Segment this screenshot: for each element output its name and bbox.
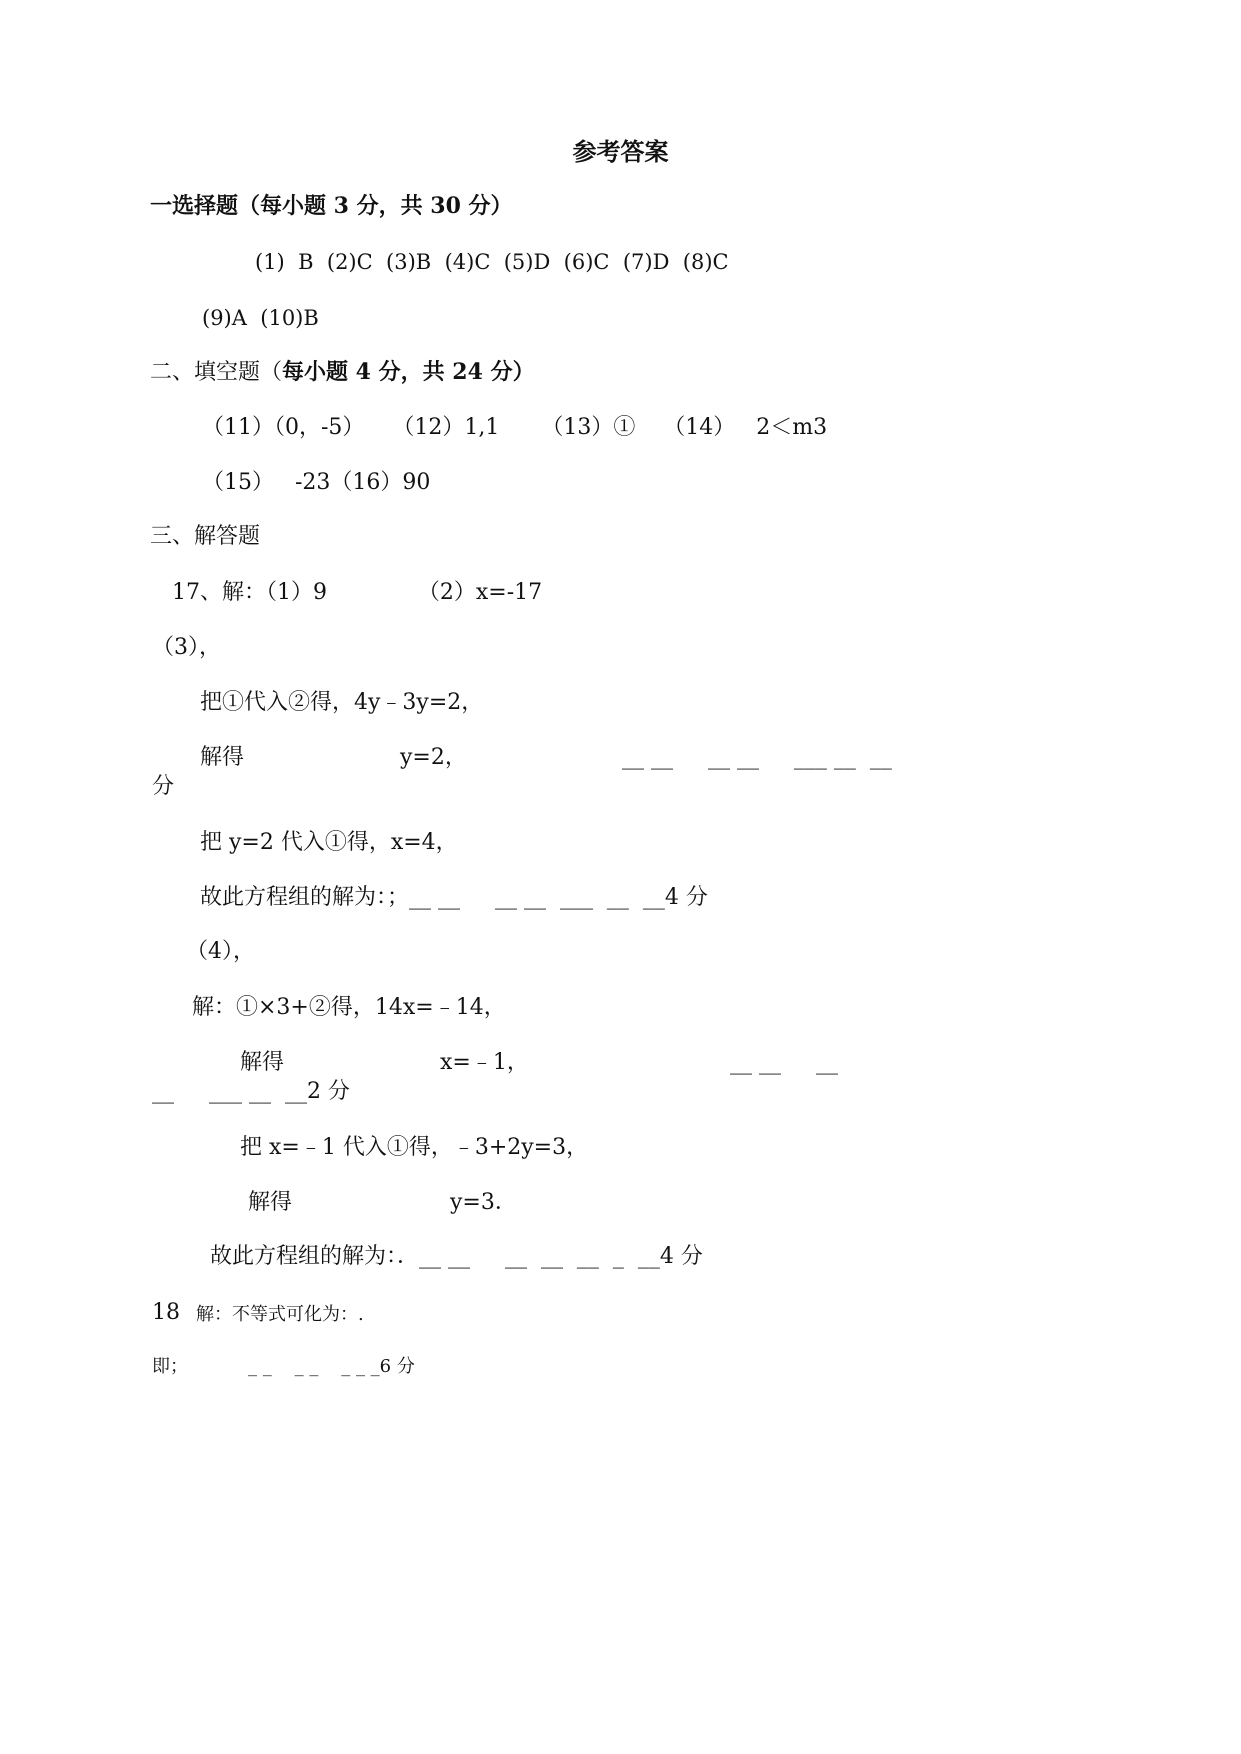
section-heading-choice: 一选择题（每小题 3 分，共 30 分） xyxy=(150,193,513,219)
fill-answers-row-1: （11）（0，-5） （12）1,1 （13）① （14） 2＜m3 xyxy=(202,415,828,440)
section-heading-solve: 三、解答题 xyxy=(150,524,261,549)
q17-line-1: 17、解：（1）9 （2）x=-17 xyxy=(172,580,543,605)
q17-p3-substitute: 把①代入②得，4y﹣3y=2， xyxy=(200,690,484,715)
q18-text: 解：不等式可化为：. xyxy=(196,1304,364,1325)
section-heading-fill-bold: 每小题 4 分，共 24 分） xyxy=(282,359,535,385)
q17-p4-solve-value: x=﹣1， xyxy=(440,1050,529,1075)
q17-p3-substitute-2: 把 y=2 代入①得，x=4， xyxy=(200,830,458,855)
q17-p3-solve-label: 解得 xyxy=(200,745,245,770)
q17-part-4-label: （4）， xyxy=(186,939,255,964)
choice-answers-row-2: (9)A (10)B xyxy=(202,306,319,330)
q18-line-2-label: 即； xyxy=(152,1356,188,1377)
fill-answers-row-2: （15） -23（16）90 xyxy=(202,470,431,495)
q17-p4-score-blanks: __ __ __ xyxy=(730,1050,838,1075)
q17-part-3-label: （3）， xyxy=(152,635,221,660)
q17-p4-step: 解：①×3+②得，14x=﹣14， xyxy=(192,995,506,1020)
q17-p3-solve-value: y=2， xyxy=(400,745,467,770)
q17-p4-conclusion: 故此方程组的解为：．__ __ __ __ __ _ __4 分 xyxy=(210,1244,703,1269)
q17-p4-solve-label: 解得 xyxy=(240,1050,285,1075)
q17-p4-score-cont: __ ___ __ __2 分 xyxy=(152,1079,350,1104)
q17-p4-substitute: 把 x=﹣1 代入①得，﹣3+2y=3， xyxy=(240,1135,589,1160)
section-heading-fill-plain: 二、填空题（ xyxy=(150,360,283,385)
section-heading-fill xyxy=(150,358,535,387)
q17-p4-solve2-value: y=3． xyxy=(450,1190,517,1215)
choice-answers-row-1: (1) B (2)C (3)B (4)C (5)D (6)C (7)D (8)C xyxy=(255,250,729,274)
q18-number: 18 xyxy=(152,1300,180,1325)
q17-p3-conclusion: 故此方程组的解为：；__ __ __ __ ___ __ __4 分 xyxy=(200,885,708,910)
q18-line-2-score: _ _ _ _ _ _ _6 分 xyxy=(248,1356,415,1377)
q17-p3-score-unit: 分 xyxy=(152,774,175,799)
q17-p3-score-blanks: __ __ __ __ ___ __ __ xyxy=(622,745,892,770)
page-title: 参考答案 xyxy=(572,137,669,166)
q17-p4-solve2-label: 解得 xyxy=(248,1190,293,1215)
